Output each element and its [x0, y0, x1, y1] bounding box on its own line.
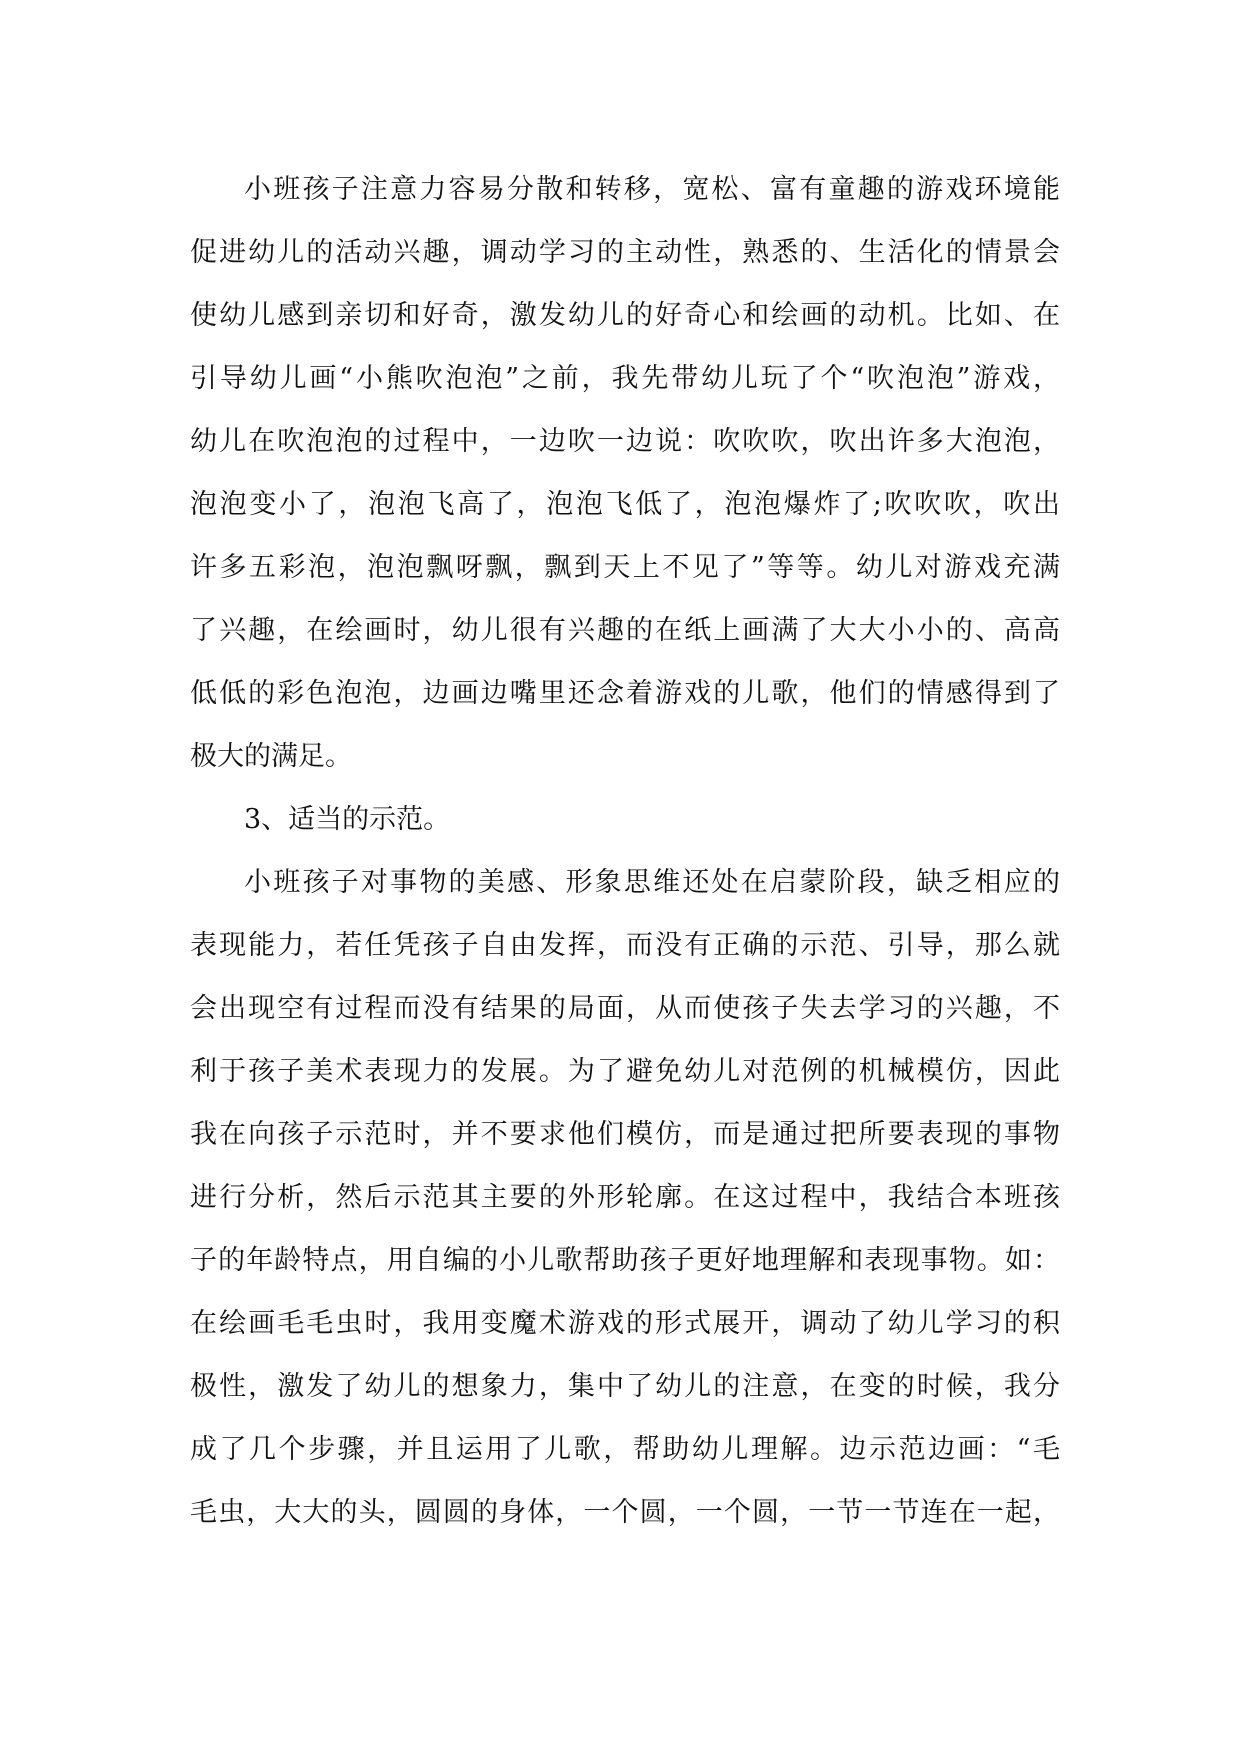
paragraph-2-line-11: 毛虫，大大的头，圆圆的身体，一个圆，一个圆，一节一节连在一起， — [190, 1497, 1060, 1528]
paragraph-1-line-3: 使幼儿感到亲切和好奇，激发幼儿的好奇心和绘画的动机。比如、在 — [190, 300, 1060, 331]
paragraph-2-line-1: 小班孩子对事物的美感、形象思维还处在启蒙阶段，缺乏相应的 — [244, 867, 1060, 898]
section-heading: 3、适当的示范。 — [244, 804, 451, 835]
paragraph-1-line-8: 了兴趣，在绘画时，幼儿很有兴趣的在纸上画满了大大小小的、高高 — [190, 615, 1060, 646]
paragraph-1-line-7: 许多五彩泡，泡泡飘呀飘，飘到天上不见了”等等。幼儿对游戏充满 — [190, 552, 1060, 583]
paragraph-2-line-6: 进行分析，然后示范其主要的外形轮廓。在这过程中，我结合本班孩 — [190, 1182, 1060, 1213]
paragraph-1-line-1: 小班孩子注意力容易分散和转移，宽松、富有童趣的游戏环境能 — [244, 174, 1060, 205]
paragraph-2-line-2: 表现能力，若任凭孩子自由发挥，而没有正确的示范、引导，那么就 — [190, 930, 1060, 961]
paragraph-1-line-10: 极大的满足。 — [190, 741, 352, 772]
paragraph-2-line-9: 极性，激发了幼儿的想象力，集中了幼儿的注意，在变的时候，我分 — [190, 1371, 1060, 1402]
paragraph-2-line-10: 成了几个步骤，并且运用了儿歌，帮助幼儿理解。边示范边画：“毛 — [190, 1434, 1060, 1465]
paragraph-2-line-5: 我在向孩子示范时，并不要求他们模仿，而是通过把所要表现的事物 — [190, 1119, 1060, 1150]
paragraph-1-line-6: 泡泡变小了，泡泡飞高了，泡泡飞低了，泡泡爆炸了;吹吹吹，吹出 — [190, 489, 1060, 520]
paragraph-1-line-9: 低低的彩色泡泡，边画边嘴里还念着游戏的儿歌，他们的情感得到了 — [190, 678, 1060, 709]
paragraph-1-line-2: 促进幼儿的活动兴趣，调动学习的主动性，熟悉的、生活化的情景会 — [190, 237, 1060, 268]
paragraph-1-line-4: 引导幼儿画“小熊吹泡泡”之前，我先带幼儿玩了个“吹泡泡”游戏， — [190, 363, 1060, 394]
paragraph-2-line-8: 在绘画毛毛虫时，我用变魔术游戏的形式展开，调动了幼儿学习的积 — [190, 1308, 1060, 1339]
paragraph-1-line-5: 幼儿在吹泡泡的过程中，一边吹一边说：吹吹吹，吹出许多大泡泡， — [190, 426, 1060, 457]
paragraph-2-line-3: 会出现空有过程而没有结果的局面，从而使孩子失去学习的兴趣，不 — [190, 993, 1060, 1024]
paragraph-2-line-7: 子的年龄特点，用自编的小儿歌帮助孩子更好地理解和表现事物。如： — [190, 1245, 1060, 1276]
paragraph-2-line-4: 利于孩子美术表现力的发展。为了避免幼儿对范例的机械模仿，因此 — [190, 1056, 1060, 1087]
document-body — [190, 158, 1060, 1544]
